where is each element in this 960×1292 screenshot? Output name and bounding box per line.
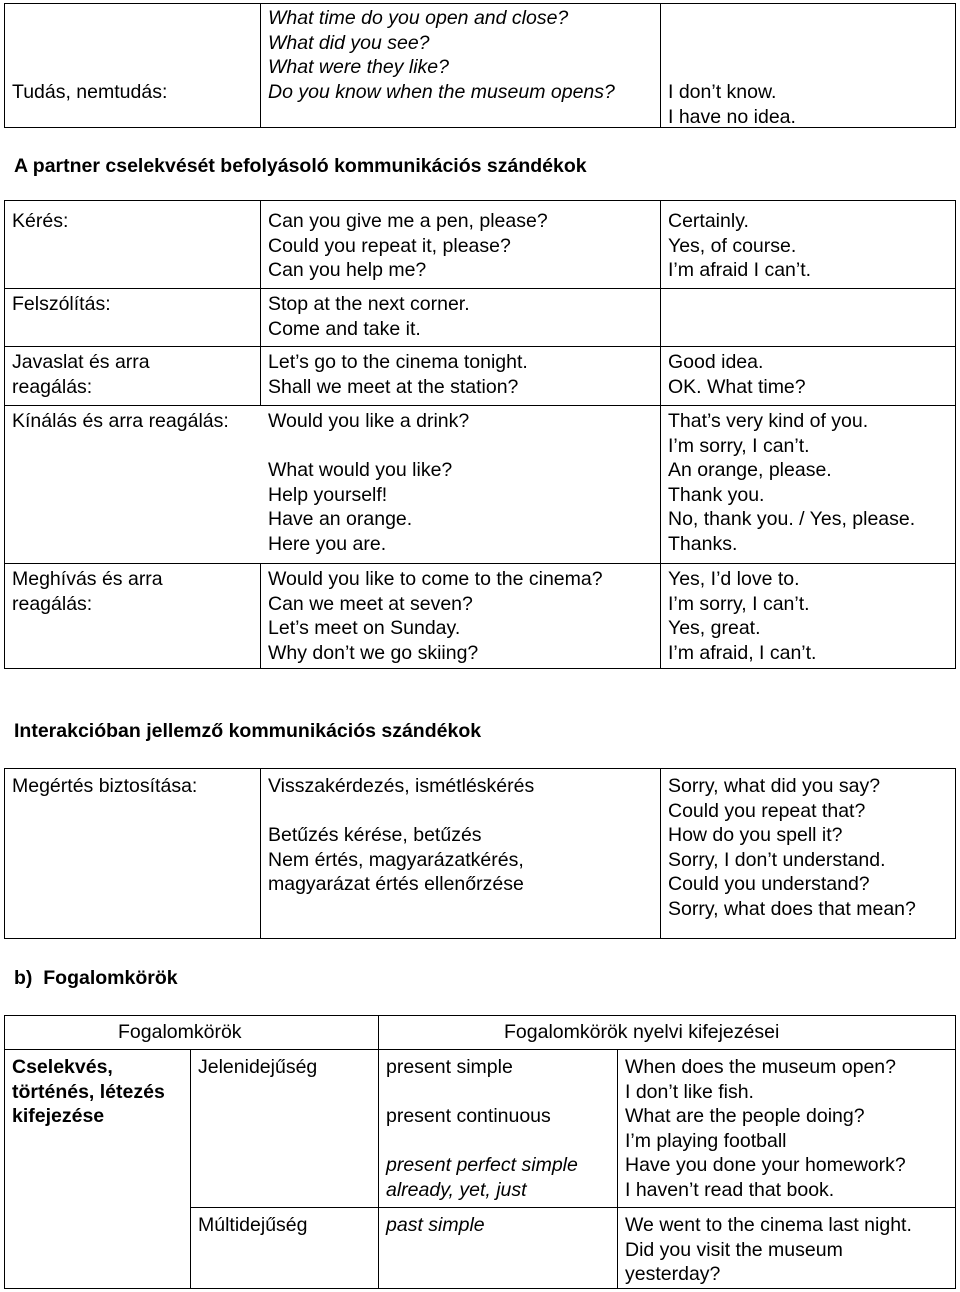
meghivas-example-1: Would you like to come to the cinema? bbox=[268, 568, 603, 590]
megertes-label: Megértés biztosítása: bbox=[12, 775, 198, 797]
keres-response-3: I’m afraid I can’t. bbox=[668, 259, 812, 282]
section3-divider-2 bbox=[378, 1049, 379, 1289]
kinalas-response-5: No, thank you. / Yes, please. bbox=[668, 508, 916, 531]
top-questions bbox=[268, 6, 568, 80]
tudas-answer-2: I have no idea. bbox=[668, 105, 796, 128]
form-present-simple: present simple bbox=[386, 1056, 513, 1078]
tudas-label: Tudás, nemtudás: bbox=[12, 81, 168, 103]
tudas-answers bbox=[668, 80, 796, 129]
form-present-perfect: present perfect simple bbox=[386, 1154, 578, 1177]
megertes-middle-4: Nem értés, magyarázatkérés, bbox=[268, 848, 524, 871]
megertes-middle-spacer bbox=[268, 799, 534, 824]
question-3: What were they like? bbox=[268, 56, 449, 79]
javaslat-label-line-1: Javaslat és arra bbox=[12, 351, 150, 373]
keres-response-1: Certainly. bbox=[668, 210, 749, 232]
mult-form: past simple bbox=[386, 1214, 485, 1236]
section3-header-left: Fogalomkörök bbox=[118, 1021, 242, 1043]
kinalas-example-4: Help yourself! bbox=[268, 483, 388, 506]
javaslat-example-1: Let’s go to the cinema tonight. bbox=[268, 351, 528, 373]
kinalas-example-3: What would you like? bbox=[268, 459, 453, 482]
meghivas-response-1: Yes, I’d love to. bbox=[668, 568, 800, 590]
top-table-divider-1 bbox=[260, 3, 261, 128]
jelen-examples bbox=[625, 1055, 906, 1203]
section1-title: A partner cselekvését befolyásoló kommunikációs szándékok bbox=[14, 155, 587, 177]
megertes-right-1: Sorry, what did you say? bbox=[668, 775, 881, 797]
section2-divider-2 bbox=[660, 768, 661, 939]
jelen-example-5: Have you done your homework? bbox=[625, 1154, 906, 1177]
section3-header-right: Fogalomkörök nyelvi kifejezései bbox=[504, 1021, 780, 1043]
form-spacer-1 bbox=[386, 1080, 578, 1105]
felszolitas-example-2: Come and take it. bbox=[268, 317, 421, 340]
javaslat-responses bbox=[668, 350, 806, 399]
top-table-divider-2 bbox=[660, 3, 661, 128]
mult-label: Múltidejűség bbox=[198, 1214, 308, 1236]
kinalas-label: Kínálás és arra reagálás: bbox=[12, 410, 229, 432]
mult-example-3: yesterday? bbox=[625, 1263, 721, 1286]
form-already-yet-just: already, yet, just bbox=[386, 1178, 527, 1201]
megertes-right-6: Sorry, what does that mean? bbox=[668, 897, 916, 920]
meghivas-label-line-2: reagálás: bbox=[12, 592, 93, 615]
kinalas-response-2: I’m sorry, I can’t. bbox=[668, 434, 810, 457]
meghivas-example-4: Why don’t we go skiing? bbox=[268, 641, 479, 664]
section3-title: b) Fogalomkörök bbox=[14, 967, 178, 989]
megertes-middle-1: Visszakérdezés, ismétléskérés bbox=[268, 775, 535, 797]
jelen-example-1: When does the museum open? bbox=[625, 1056, 897, 1078]
javaslat-example-2: Shall we meet at the station? bbox=[268, 375, 519, 398]
jelen-forms bbox=[386, 1055, 578, 1203]
keres-example-2: Could you repeat it, please? bbox=[268, 234, 511, 257]
mult-examples bbox=[625, 1213, 912, 1287]
form-spacer-2 bbox=[386, 1129, 578, 1154]
meghivas-response-2: I’m sorry, I can’t. bbox=[668, 592, 810, 615]
megertes-right-2: Could you repeat that? bbox=[668, 799, 866, 822]
tudas-question: Do you know when the museum opens? bbox=[268, 81, 615, 103]
felszolitas-examples bbox=[268, 292, 470, 341]
category-line-2: történés, létezés bbox=[12, 1080, 165, 1103]
megertes-right-3: How do you spell it? bbox=[668, 824, 843, 847]
jelen-example-2: I don’t like fish. bbox=[625, 1080, 754, 1103]
section1-row-sep-3 bbox=[4, 405, 956, 406]
kinalas-examples bbox=[268, 409, 469, 557]
section1-divider-1 bbox=[260, 200, 261, 405]
meghivas-example-2: Can we meet at seven? bbox=[268, 592, 473, 615]
megertes-middle-5: magyarázat értés ellenőrzése bbox=[268, 873, 524, 896]
section1-divider-1b bbox=[260, 563, 261, 669]
keres-example-3: Can you help me? bbox=[268, 259, 427, 282]
kinalas-response-4: Thank you. bbox=[668, 483, 765, 506]
meghivas-examples bbox=[268, 567, 603, 665]
tudas-answer-1: I don’t know. bbox=[668, 81, 777, 103]
javaslat-examples bbox=[268, 350, 528, 399]
section1-row-sep-2 bbox=[4, 346, 956, 347]
jelen-label: Jelenidejűség bbox=[198, 1056, 318, 1078]
megertes-right bbox=[668, 774, 916, 922]
section2-divider-1 bbox=[260, 768, 261, 939]
meghivas-responses bbox=[668, 567, 816, 665]
section3-divider-header bbox=[378, 1015, 379, 1049]
meghivas-response-4: I’m afraid, I can’t. bbox=[668, 641, 817, 664]
question-1: What time do you open and close? bbox=[268, 7, 569, 29]
keres-label: Kérés: bbox=[12, 210, 69, 232]
javaslat-label-line-2: reagálás: bbox=[12, 375, 93, 398]
keres-example-1: Can you give me a pen, please? bbox=[268, 210, 548, 232]
kinalas-response-6: Thanks. bbox=[668, 532, 738, 555]
question-2: What did you see? bbox=[268, 31, 430, 54]
mult-example-2: Did you visit the museum bbox=[625, 1238, 843, 1261]
felszolitas-example-1: Stop at the next corner. bbox=[268, 293, 470, 315]
megertes-right-5: Could you understand? bbox=[668, 873, 870, 896]
section1-divider-2 bbox=[660, 200, 661, 669]
javaslat-response-1: Good idea. bbox=[668, 351, 764, 373]
kinalas-example-6: Here you are. bbox=[268, 532, 387, 555]
megertes-middle bbox=[268, 774, 534, 897]
meghivas-example-3: Let’s meet on Sunday. bbox=[268, 617, 461, 640]
kinalas-example-spacer bbox=[268, 434, 469, 459]
keres-responses bbox=[668, 209, 811, 283]
section3-divider-1 bbox=[190, 1049, 191, 1289]
category-line-3: kifejezése bbox=[12, 1105, 105, 1128]
kinalas-example-1: Would you like a drink? bbox=[268, 410, 470, 432]
category-line-1: Cselekvés, bbox=[12, 1056, 113, 1078]
form-present-continuous: present continuous bbox=[386, 1105, 551, 1128]
category-label bbox=[12, 1055, 165, 1129]
kinalas-response-3: An orange, please. bbox=[668, 459, 832, 482]
kinalas-response-1: That’s very kind of you. bbox=[668, 410, 869, 432]
mult-example-1: We went to the cinema last night. bbox=[625, 1214, 912, 1236]
javaslat-label bbox=[12, 350, 150, 399]
section1-row-sep-4 bbox=[4, 563, 956, 564]
section3-row-sep bbox=[190, 1207, 956, 1208]
megertes-middle-3: Betűzés kérése, betűzés bbox=[268, 824, 482, 847]
meghivas-label-line-1: Meghívás és arra bbox=[12, 568, 163, 590]
meghivas-response-3: Yes, great. bbox=[668, 617, 761, 640]
megertes-right-4: Sorry, I don’t understand. bbox=[668, 848, 886, 871]
keres-response-2: Yes, of course. bbox=[668, 234, 797, 257]
jelen-example-4: I’m playing football bbox=[625, 1129, 787, 1152]
section1-row-sep-1 bbox=[4, 288, 956, 289]
meghivas-label bbox=[12, 567, 163, 616]
section3-divider-3 bbox=[617, 1049, 618, 1289]
javaslat-response-2: OK. What time? bbox=[668, 375, 806, 398]
jelen-example-3: What are the people doing? bbox=[625, 1105, 865, 1128]
section2-title: Interakcióban jellemző kommunikációs szándékok bbox=[14, 720, 482, 742]
kinalas-responses bbox=[668, 409, 915, 557]
kinalas-example-5: Have an orange. bbox=[268, 508, 413, 531]
section3-header-sep bbox=[4, 1049, 956, 1050]
felszolitas-label: Felszólítás: bbox=[12, 293, 111, 315]
keres-examples bbox=[268, 209, 548, 283]
jelen-example-6: I haven’t read that book. bbox=[625, 1178, 835, 1201]
